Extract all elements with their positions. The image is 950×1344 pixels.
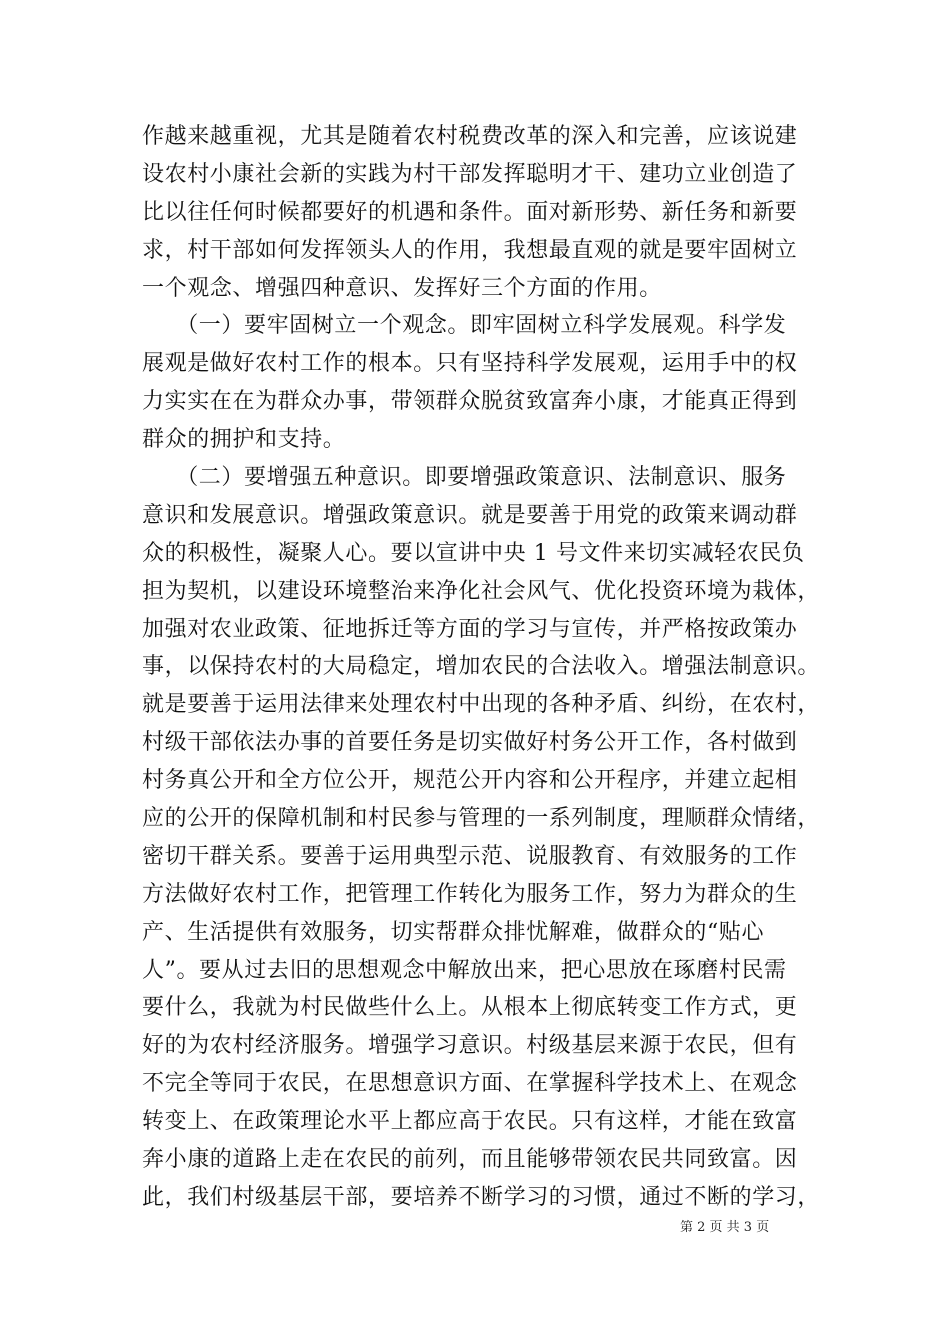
text-line: 求，村干部如何发挥领头人的作用，我想最直观的就是要牢固树立 [142, 237, 798, 263]
text-line: 方法做好农村工作，把管理工作转化为服务工作，努力为群众的生 [142, 881, 798, 907]
text-line: 群众的拥护和支持。 [142, 427, 346, 453]
text-line: 人”。要从过去旧的思想观念中解放出来，把心思放在琢磨村民需 [142, 957, 787, 983]
text-line: 一个观念、增强四种意识、发挥好三个方面的作用。 [142, 275, 662, 301]
text-line: 就是要善于运用法律来处理农村中出现的各种矛盾、纠纷，在农村， [142, 692, 821, 718]
text-line: 村务真公开和全方位公开，规范公开内容和公开程序，并建立起相 [142, 768, 798, 794]
text-line: 意识和发展意识。增强政策意识。就是要善于用党的政策来调动群 [142, 502, 798, 528]
text-line: 力实实在在为群众办事，带领群众脱贫致富奔小康，才能真正得到 [142, 389, 798, 415]
text-line: 转变上、在政策理论水平上都应高于农民。只有这样，才能在致富 [142, 1109, 798, 1135]
text-line: 产、生活提供有效服务，切实帮群众排忧解难，做群众的“贴心 [142, 919, 765, 945]
text-line: 作越来越重视，尤其是随着农村税费改革的深入和完善，应该说建 [142, 124, 798, 149]
text-line: 众的积极性，凝聚人心。要以宣讲中央 1 号文件来切实减轻农民负 [142, 540, 805, 566]
text-line: （一）要牢固树立一个观念。即牢固树立科学发展观。科学发 [142, 313, 787, 339]
text-line: 要什么，我就为村民做些什么上。从根本上彻底转变工作方式，更 [142, 995, 798, 1021]
text-line: 加强对农业政策、征地拆迁等方面的学习与宣传，并严格按政策办 [142, 616, 798, 642]
text-line: 此，我们村级基层干部，要培养不断学习的习惯，通过不断的学习， [142, 1184, 821, 1210]
text-line: 比以往任何时候都要好的机遇和条件。面对新形势、新任务和新要 [142, 199, 798, 225]
text-line: 好的为农村经济服务。增强学习意识。村级基层来源于农民，但有 [142, 1033, 798, 1059]
text-line: 担为契机，以建设环境整治来净化社会风气、优化投资环境为栽体， [142, 578, 821, 604]
text-line: 不完全等同于农民，在思想意识方面、在掌握科学技术上、在观念 [142, 1071, 798, 1097]
document-body [142, 118, 822, 1217]
text-line: 设农村小康社会新的实践为村干部发挥聪明才干、建功立业创造了 [142, 161, 798, 187]
text-line: 事，以保持农村的大局稳定，增加农民的合法收入。增强法制意识。 [142, 654, 821, 680]
text-line: 应的公开的保障机制和村民参与管理的一系列制度，理顺群众情绪， [142, 806, 821, 832]
page-number: 第 2 页 共 3 页 [680, 1220, 770, 1235]
text-line: （二）要增强五种意识。即要增强政策意识、法制意识、服务 [142, 465, 787, 491]
text-line: 村级干部依法办事的首要任务是切实做好村务公开工作，各村做到 [142, 730, 798, 756]
text-line: 奔小康的道路上走在农民的前列，而且能够带领农民共同致富。因 [142, 1147, 798, 1173]
text-line: 密切干群关系。要善于运用典型示范、说服教育、有效服务的工作 [142, 843, 798, 869]
text-line: 展观是做好农村工作的根本。只有坚持科学发展观，运用手中的权 [142, 351, 798, 377]
